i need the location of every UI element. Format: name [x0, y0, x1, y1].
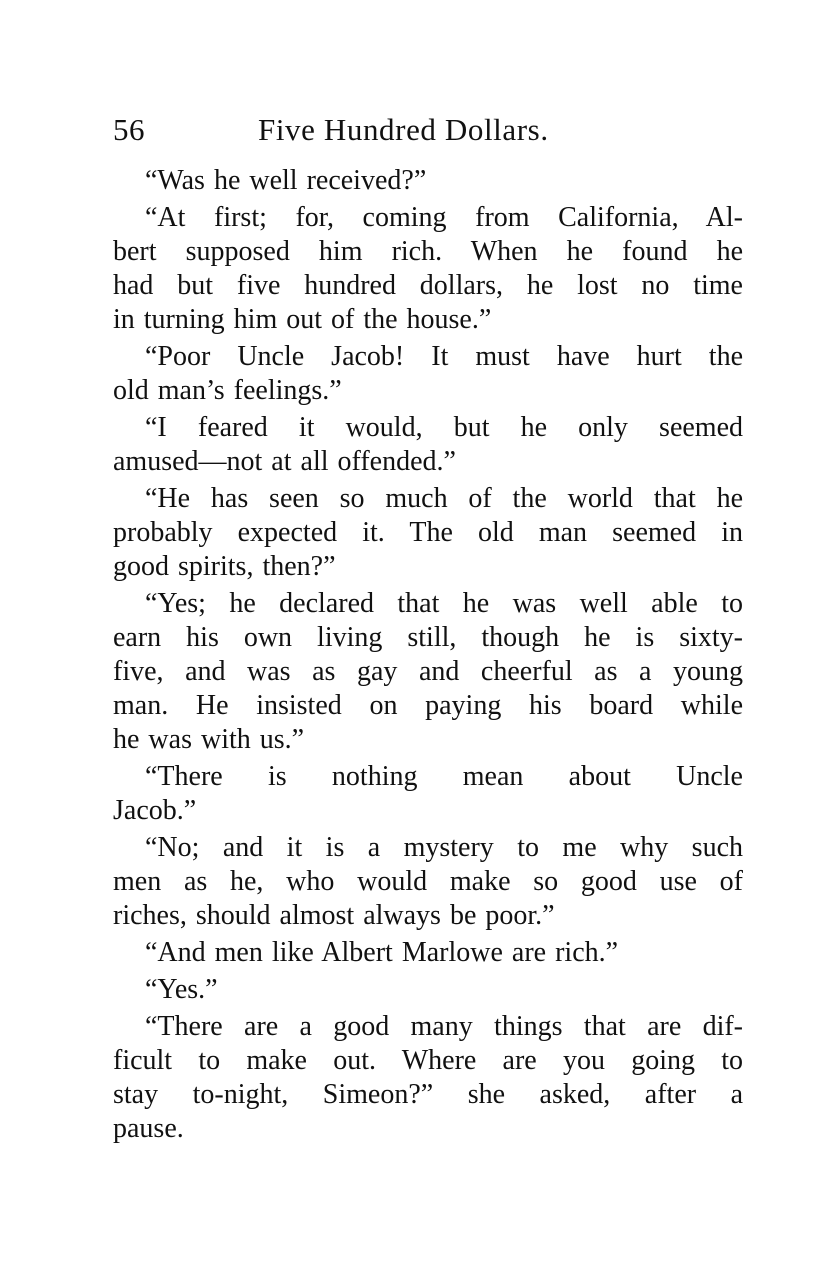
paragraph-1: [113, 164, 743, 198]
text-line: “No; and it is a mystery to me why such: [145, 832, 743, 863]
text-line: “Yes; he declared that he was well able to: [145, 588, 743, 619]
text-line: “Poor Uncle Jacob! It must have hurt the: [145, 341, 743, 372]
paragraph-8: [113, 831, 743, 933]
paragraph-11: [113, 1010, 743, 1146]
text-line: “Was he well received?”: [145, 165, 427, 196]
text-line: “And men like Albert Marlowe are rich.”: [145, 937, 619, 968]
text-line: in turning him out of the house.”: [113, 304, 492, 335]
page-number: 56: [113, 112, 145, 147]
paragraph-10: [113, 973, 743, 1007]
paragraph-2: [113, 201, 743, 337]
paragraph-3: [113, 340, 743, 408]
text-line: “I feared it would, but he only seemed: [145, 412, 743, 443]
text-line: amused—not at all offended.”: [113, 446, 456, 477]
body-text: [113, 164, 743, 1149]
paragraph-4: [113, 411, 743, 479]
text-line: men as he, who would make so good use of: [113, 866, 743, 897]
text-line: riches, should almost always be poor.”: [113, 900, 555, 931]
text-line: “There are a good many things that are dif-: [145, 1011, 743, 1042]
text-line: bert supposed him rich. When he found he: [113, 236, 743, 267]
text-line: “He has seen so much of the world that he: [145, 483, 743, 514]
paragraph-6: [113, 587, 743, 757]
text-line: old man’s feelings.”: [113, 375, 342, 406]
text-line: “There is nothing mean about Uncle: [145, 761, 743, 792]
text-line: pause.: [113, 1113, 184, 1144]
paragraph-9: [113, 936, 743, 970]
paragraph-7: [113, 760, 743, 828]
text-line: good spirits, then?”: [113, 551, 336, 582]
text-line: five, and was as gay and cheerful as a young: [113, 656, 743, 687]
paragraph-5: [113, 482, 743, 584]
text-line: he was with us.”: [113, 724, 305, 755]
running-title: Five Hundred Dollars.: [258, 112, 549, 147]
page-header: [113, 110, 743, 150]
text-line: earn his own living still, though he is sixty-: [113, 622, 743, 653]
text-line: probably expected it. The old man seemed in: [113, 517, 743, 548]
text-line: man. He insisted on paying his board while: [113, 690, 743, 721]
text-line: “Yes.”: [145, 974, 218, 1005]
text-line: had but five hundred dollars, he lost no time: [113, 270, 743, 301]
text-line: stay to-night, Simeon?” she asked, after a: [113, 1079, 743, 1110]
text-line: Jacob.”: [113, 795, 197, 826]
text-line: “At first; for, coming from California, Al-: [145, 202, 743, 233]
text-line: ficult to make out. Where are you going to: [113, 1045, 743, 1076]
